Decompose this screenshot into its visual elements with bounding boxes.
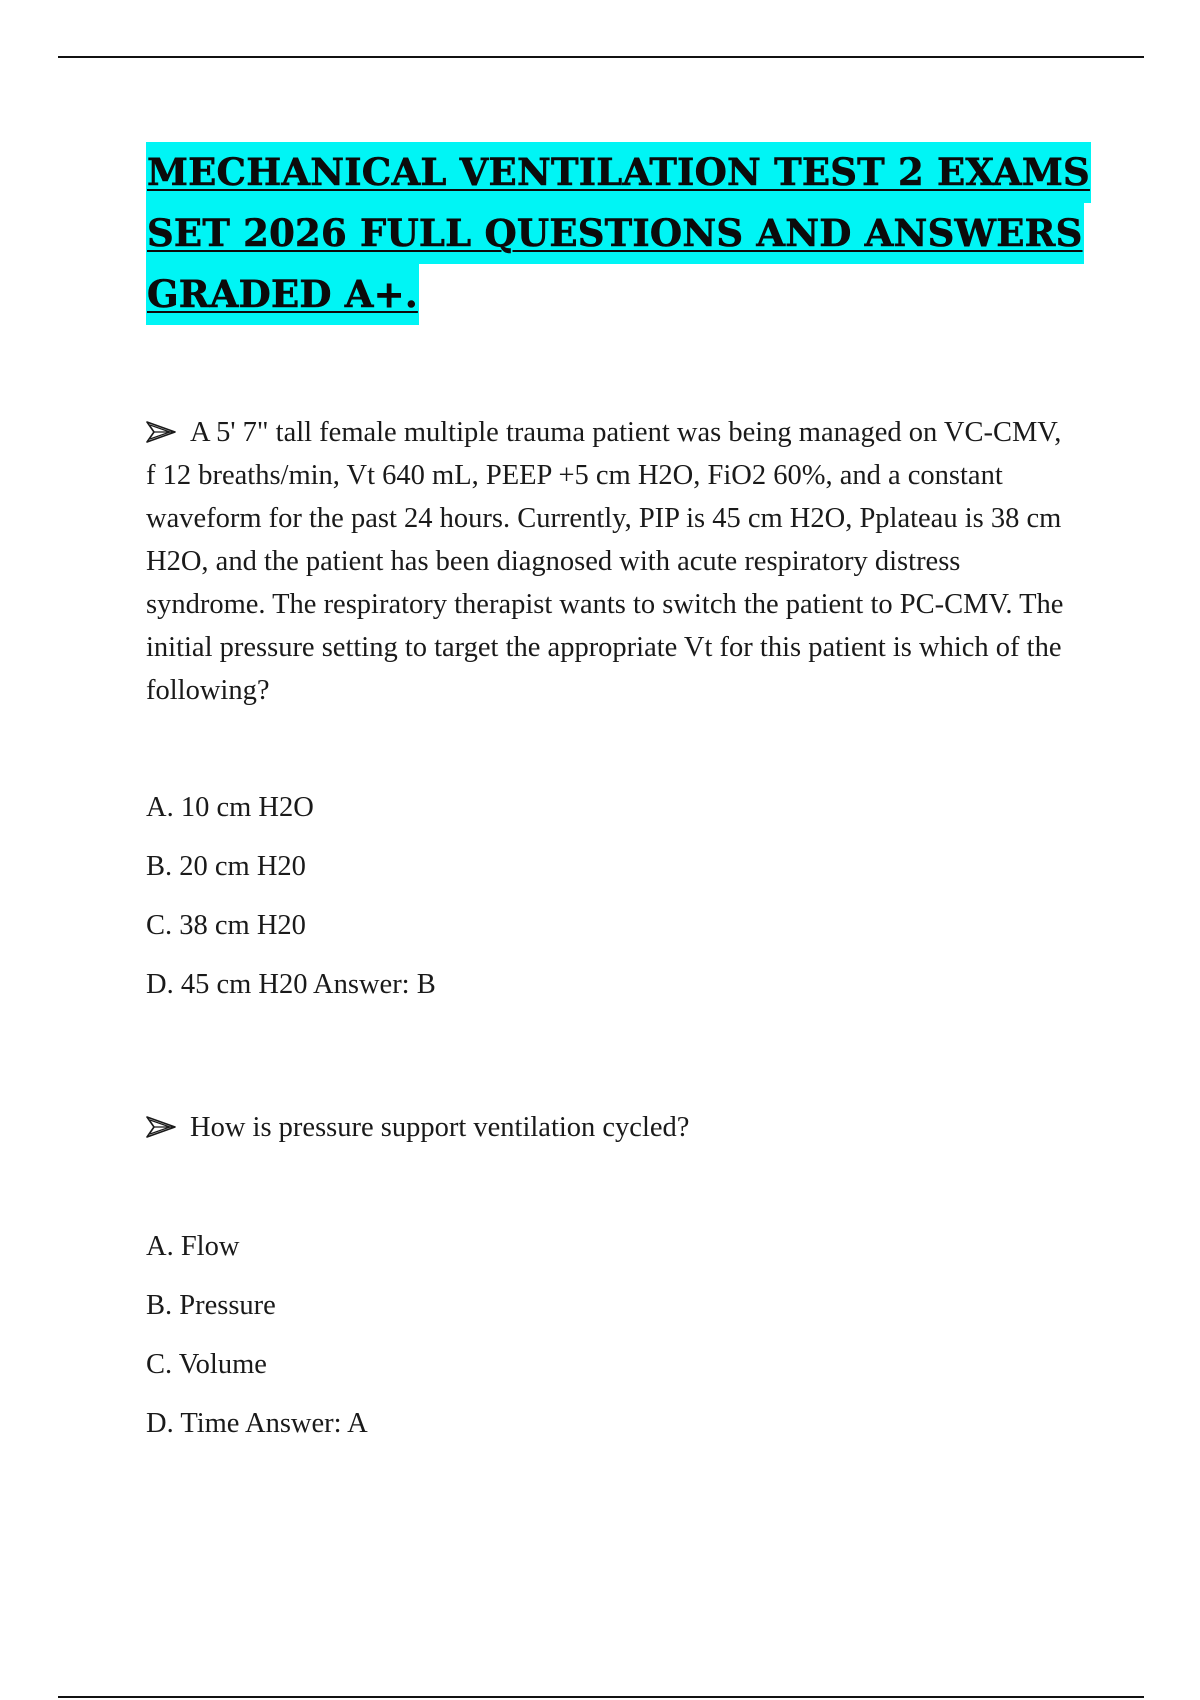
title-line-1: MECHANICAL VENTILATION TEST 2 EXAMS [146, 142, 1091, 203]
arrowhead-bullet-icon [146, 421, 176, 443]
title-line-2: SET 2026 FULL QUESTIONS AND ANSWERS [146, 203, 1084, 264]
footer-rule [58, 1696, 1144, 1698]
question-2-text: How is pressure support ventilation cycled? [190, 1112, 690, 1143]
option-1a: A. 10 cm H2O [146, 792, 314, 823]
option-2b: B. Pressure [146, 1290, 276, 1321]
option-1c: C. 38 cm H20 [146, 910, 306, 941]
question-2-options [146, 1225, 1066, 1461]
option-1d: D. 45 cm H20 Answer: B [146, 969, 436, 1000]
header-rule [58, 56, 1144, 58]
question-1-text: A 5' 7" tall female multiple trauma patient was being managed on VC-CMV, f 12 breaths/min, Vt 640 mL, PEEP +5 cm H2O, FiO2 60%, and a constant waveform for the past 24 hours. Currently, PIP is 45 cm H2O, Pplateau is 38 cm H2O, and the patient has been diagnosed with acute respiratory distress syndrome. The respiratory therapist wants to switch the patient to PC-CMV. The initial pressure setting to target the appropriate Vt for this patient is which of the following? [146, 417, 1064, 706]
question-1 [146, 411, 1066, 712]
question-1-options [146, 786, 1066, 1022]
arrowhead-bullet-icon [146, 1116, 176, 1138]
option-1b: B. 20 cm H20 [146, 851, 306, 882]
question-2 [146, 1106, 1066, 1149]
option-2a: A. Flow [146, 1231, 240, 1262]
option-2d: D. Time Answer: A [146, 1408, 368, 1439]
document-body [146, 142, 1090, 1461]
title-line-3: GRADED A+. [146, 264, 419, 325]
document-title [146, 142, 1090, 325]
option-2c: C. Volume [146, 1349, 267, 1380]
